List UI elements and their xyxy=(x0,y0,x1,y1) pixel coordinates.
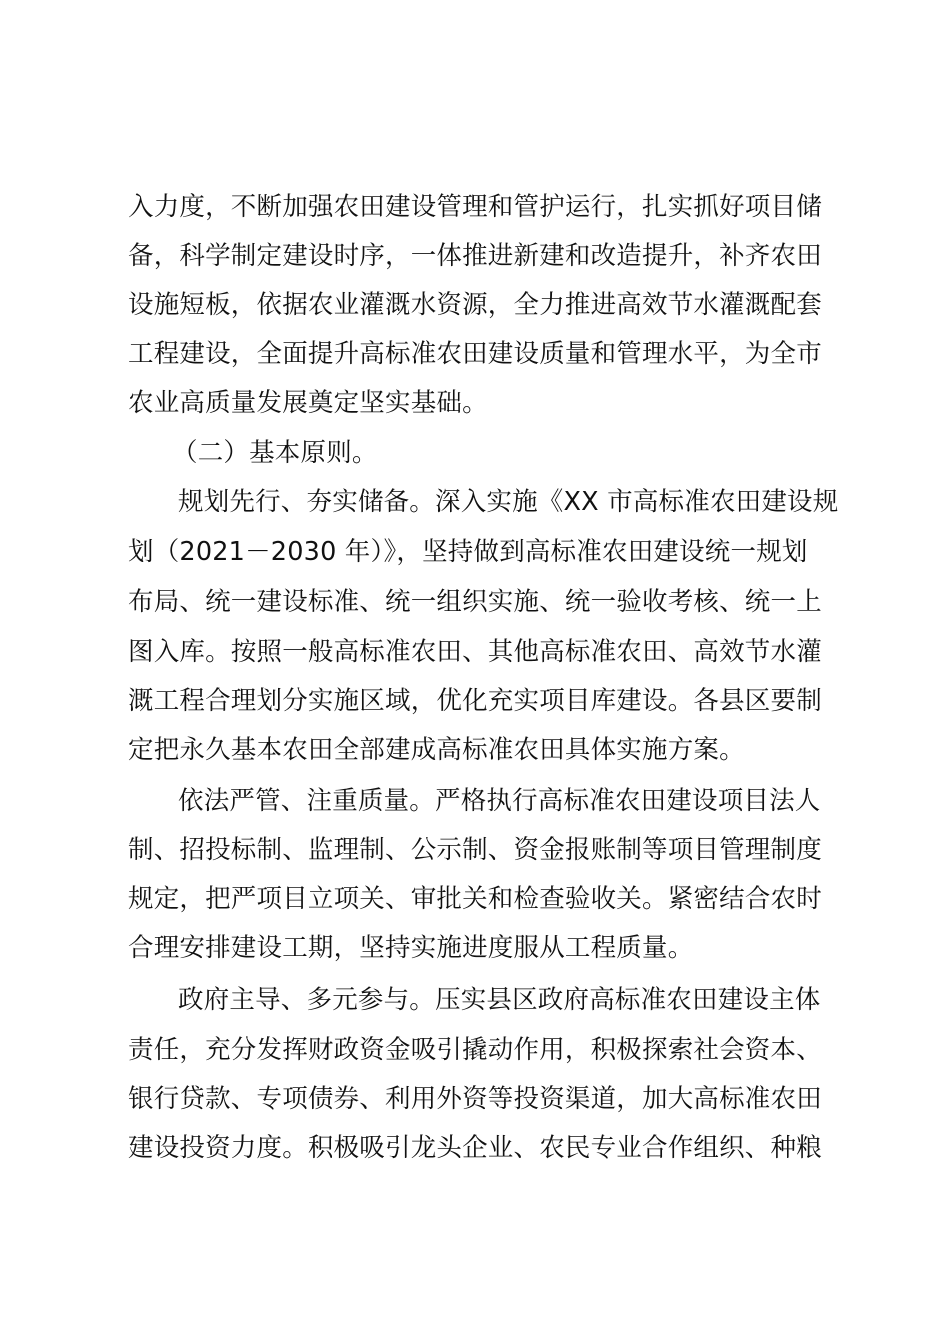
paragraph-3-line-1: 规划先行、夯实储备。深入实施《XX 市高标准农田建设规 xyxy=(178,487,839,517)
paragraph-3-line-6: 定把永久基本农田全部建成高标准农田具体实施方案。 xyxy=(128,735,745,765)
paragraph-5-line-3: 银行贷款、专项债券、利用外资等投资渠道，加大高标准农田 xyxy=(128,1084,822,1114)
paragraph-3-line-5: 溉工程合理划分实施区域，优化充实项目库建设。各县区要制 xyxy=(128,686,822,716)
paragraph-1-line-5: 农业高质量发展奠定坚实基础。 xyxy=(128,388,488,418)
paragraph-5-line-2: 责任，充分发挥财政资金吸引撬动作用，积极探索社会资本、 xyxy=(128,1035,822,1065)
paragraph-4-line-2: 制、招投标制、监理制、公示制、资金报账制等项目管理制度 xyxy=(128,835,822,865)
paragraph-5-line-1: 政府主导、多元参与。压实县区政府高标准农田建设主体 xyxy=(178,985,821,1015)
paragraph-1-line-1: 入力度，不断加强农田建设管理和管护运行，扎实抓好项目储 xyxy=(128,192,822,222)
paragraph-1-line-2: 备，科学制定建设时序，一体推进新建和改造提升，补齐农田 xyxy=(128,241,822,271)
paragraph-4-line-3: 规定，把严项目立项关、审批关和检查验收关。紧密结合农时 xyxy=(128,884,822,914)
section-heading: （二）基本原则。 xyxy=(172,438,378,468)
paragraph-3-line-4: 图入库。按照一般高标准农田、其他高标准农田、高效节水灌 xyxy=(128,637,822,667)
paragraph-3-line-3: 布局、统一建设标准、统一组织实施、统一验收考核、统一上 xyxy=(128,587,822,617)
paragraph-4-line-4: 合理安排建设工期，坚持实施进度服从工程质量。 xyxy=(128,933,694,963)
paragraph-4-line-1: 依法严管、注重质量。严格执行高标准农田建设项目法人 xyxy=(178,786,821,816)
paragraph-1-line-3: 设施短板，依据农业灌溉水资源，全力推进高效节水灌溉配套 xyxy=(128,290,822,320)
paragraph-5-line-4: 建设投资力度。积极吸引龙头企业、农民专业合作组织、种粮 xyxy=(128,1133,822,1163)
paragraph-3-line-2: 划（2021－2030 年）》，坚持做到高标准农田建设统一规划 xyxy=(128,537,808,567)
paragraph-1-line-4: 工程建设，全面提升高标准农田建设质量和管理水平，为全市 xyxy=(128,339,822,369)
